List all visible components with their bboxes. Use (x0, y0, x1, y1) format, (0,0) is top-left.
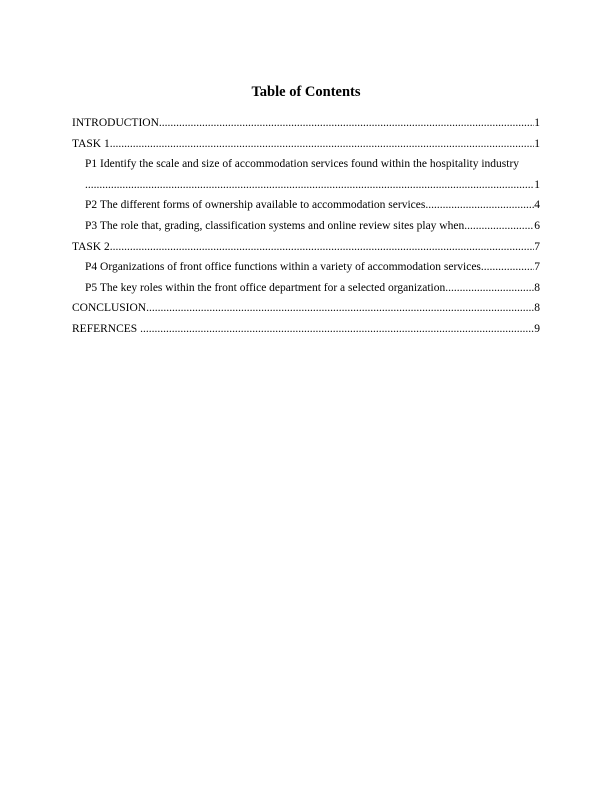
dot-leader (146, 298, 534, 319)
table-of-contents (72, 113, 540, 340)
toc-entry-page: 1 (534, 117, 540, 129)
toc-entry-label: P2 The different forms of ownership available to accommodation services (85, 199, 426, 212)
toc-entry-label: TASK 1 (72, 137, 110, 150)
toc-entry-p5[interactable] (72, 278, 540, 299)
toc-entry-references[interactable] (72, 319, 540, 340)
toc-entry-conclusion[interactable] (72, 298, 540, 319)
toc-entry-label: P4 Organizations of front office functions within a variety of accommodation services (85, 261, 481, 274)
dot-leader (85, 175, 534, 196)
toc-entry-page: 1 (534, 178, 540, 191)
page-title: Table of Contents (251, 84, 361, 100)
toc-entry-label: INTRODUCTION (72, 117, 159, 129)
dot-leader (425, 195, 534, 216)
dot-leader (464, 216, 534, 237)
toc-entry-page: 7 (534, 261, 540, 274)
toc-entry-page: 1 (534, 137, 540, 150)
toc-entry-introduction[interactable] (72, 113, 540, 134)
toc-entry-label: REFERNCES (72, 322, 141, 335)
toc-entry-page: 8 (534, 302, 540, 315)
dot-leader (110, 237, 535, 258)
toc-entry-p2[interactable] (72, 195, 540, 216)
toc-entry-label: CONCLUSION (72, 302, 147, 315)
dot-leader (110, 134, 535, 155)
toc-entry-label: TASK 2 (72, 240, 110, 253)
toc-entry-page: 8 (534, 281, 540, 294)
toc-entry-page: 4 (534, 199, 540, 212)
toc-entry-task-2[interactable] (72, 237, 540, 258)
toc-entry-label: P3 The role that, grading, classification systems and online review sites play when (85, 219, 465, 232)
dot-leader (159, 113, 534, 134)
toc-entry-label: P1 Identify the scale and size of accommodation services found within the hospitality industry (85, 158, 520, 171)
toc-entry-page: 7 (534, 240, 540, 253)
dot-leader (445, 278, 534, 299)
dot-leader (140, 319, 534, 340)
toc-entry-task-1[interactable] (72, 134, 540, 155)
dot-leader (481, 257, 534, 278)
toc-entry-label: P5 The key roles within the front office department for a selected organization (85, 281, 446, 294)
toc-entry-page: 6 (534, 219, 540, 232)
toc-entry-p1[interactable] (72, 154, 540, 195)
toc-entry-page: 9 (534, 322, 540, 335)
toc-entry-p3[interactable] (72, 216, 540, 237)
toc-entry-p4[interactable] (72, 257, 540, 278)
